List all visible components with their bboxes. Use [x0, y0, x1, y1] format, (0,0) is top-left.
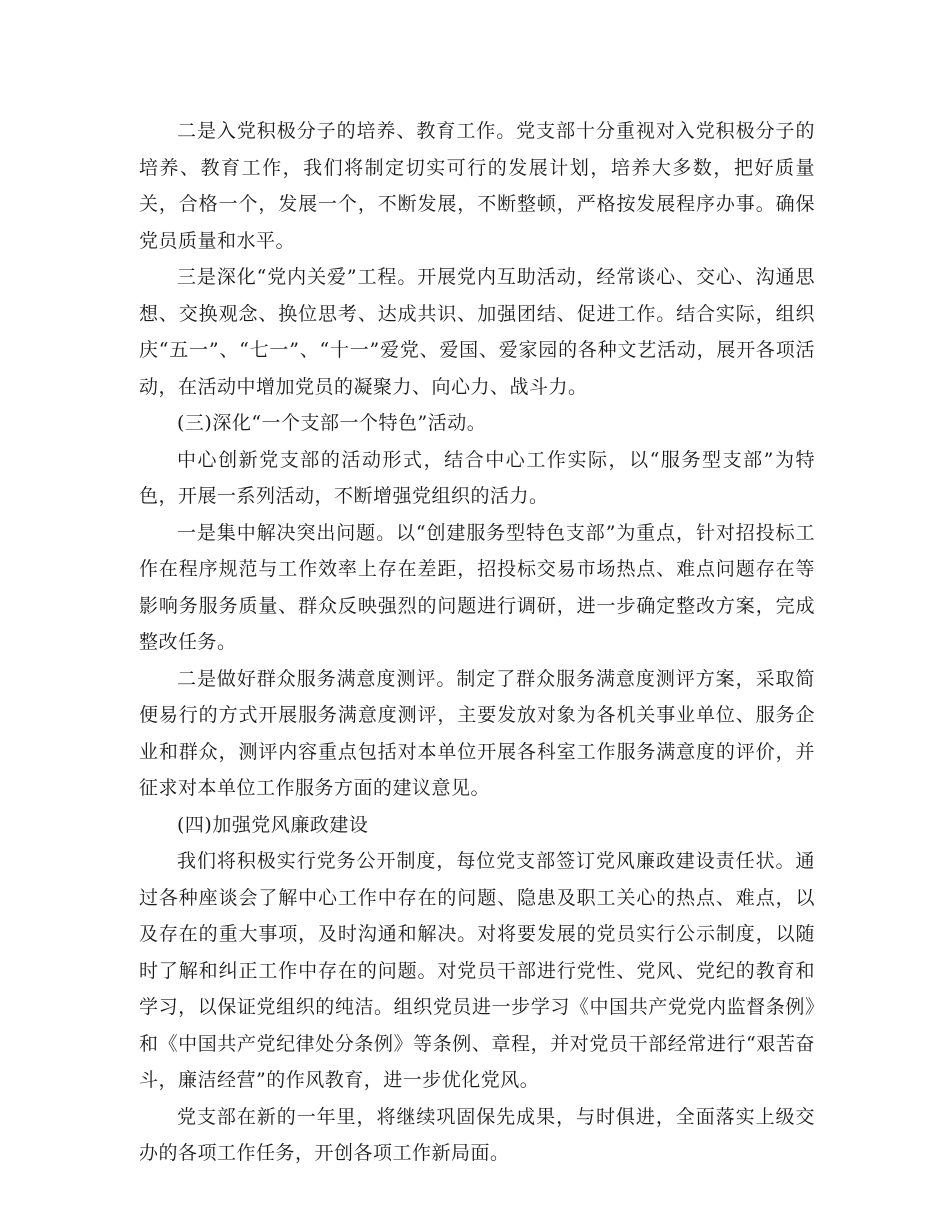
- section-heading-branch-feature: (三)深化“一个支部一个特色”活动。: [177, 412, 487, 434]
- paragraph-integrity-details: 我们将积极实行党务公开制度，每位党支部签订党风廉政建设责任状。通过各种座谈会了解中心工作中存在的问题、隐患及职工关心的热点、难点，以及存在的重大事项，及时沟通和解决。对将要发展的党员实行公示制度，以随时了解和纠正工作中存在的问题。对党员干部进行党性、党风、党纪的教育和学习，以保证党组织的纯洁。组织党员进一步学习《中国共产党党内监督条例》和《中国共产党纪律处分条例》等条例、章程，并对党员干部经常进行“艰苦奋斗，廉洁经营”的作风教育，进一步优化党风。: [139, 850, 815, 1091]
- paragraph-solve-problems: 一是集中解决突出问题。以“创建服务型特色支部”为重点，针对招投标工作在程序规范与工作效率上存在差距，招投标交易市场热点、难点问题存在等影响务服务质量、群众反映强烈的问题进行调研，进一步确定整改方案，完成整改任务。: [139, 521, 815, 653]
- paragraph-conclusion: 党支部在新的一年里，将继续巩固保先成果，与时俱进，全面落实上级交办的各项工作任务，开创各项工作新局面。: [139, 1105, 815, 1164]
- document-body: [139, 113, 815, 1172]
- section-heading-integrity: (四)加强党风廉政建设: [177, 813, 369, 836]
- paragraph-innovation: 中心创新党支部的活动形式，结合中心工作实际，以“服务型支部”为特色，开展一系列活动，不断增强党组织的活力。: [139, 448, 815, 507]
- paragraph-satisfaction-survey: 二是做好群众服务满意度测评。制定了群众服务满意度测评方案，采取简便易行的方式开展服务满意度测评，主要发放对象为各机关事业单位、服务企业和群众，测评内容重点包括对本单位开展各科室工作服务满意度的评价，并征求对本单位工作服务方面的建议意见。: [139, 667, 815, 799]
- paragraph-party-care: 三是深化“党内关爱”工程。开展党内互助活动，经常谈心、交心、沟通思想、交换观念、换位思考、达成共识、加强团结、促进工作。结合实际，组织庆“五一”、“七一”、“十一”爱党、爱国、爱家园的各种文艺活动，展开各项活动，在活动中增加党员的凝聚力、向心力、战斗力。: [139, 266, 815, 398]
- paragraph-cultivation: 二是入党积极分子的培养、教育工作。党支部十分重视对入党积极分子的培养、教育工作，我们将制定切实可行的发展计划，培养大多数，把好质量关，合格一个，发展一个，不断发展，不断整顿，严格按发展程序办事。确保党员质量和水平。: [139, 120, 815, 252]
